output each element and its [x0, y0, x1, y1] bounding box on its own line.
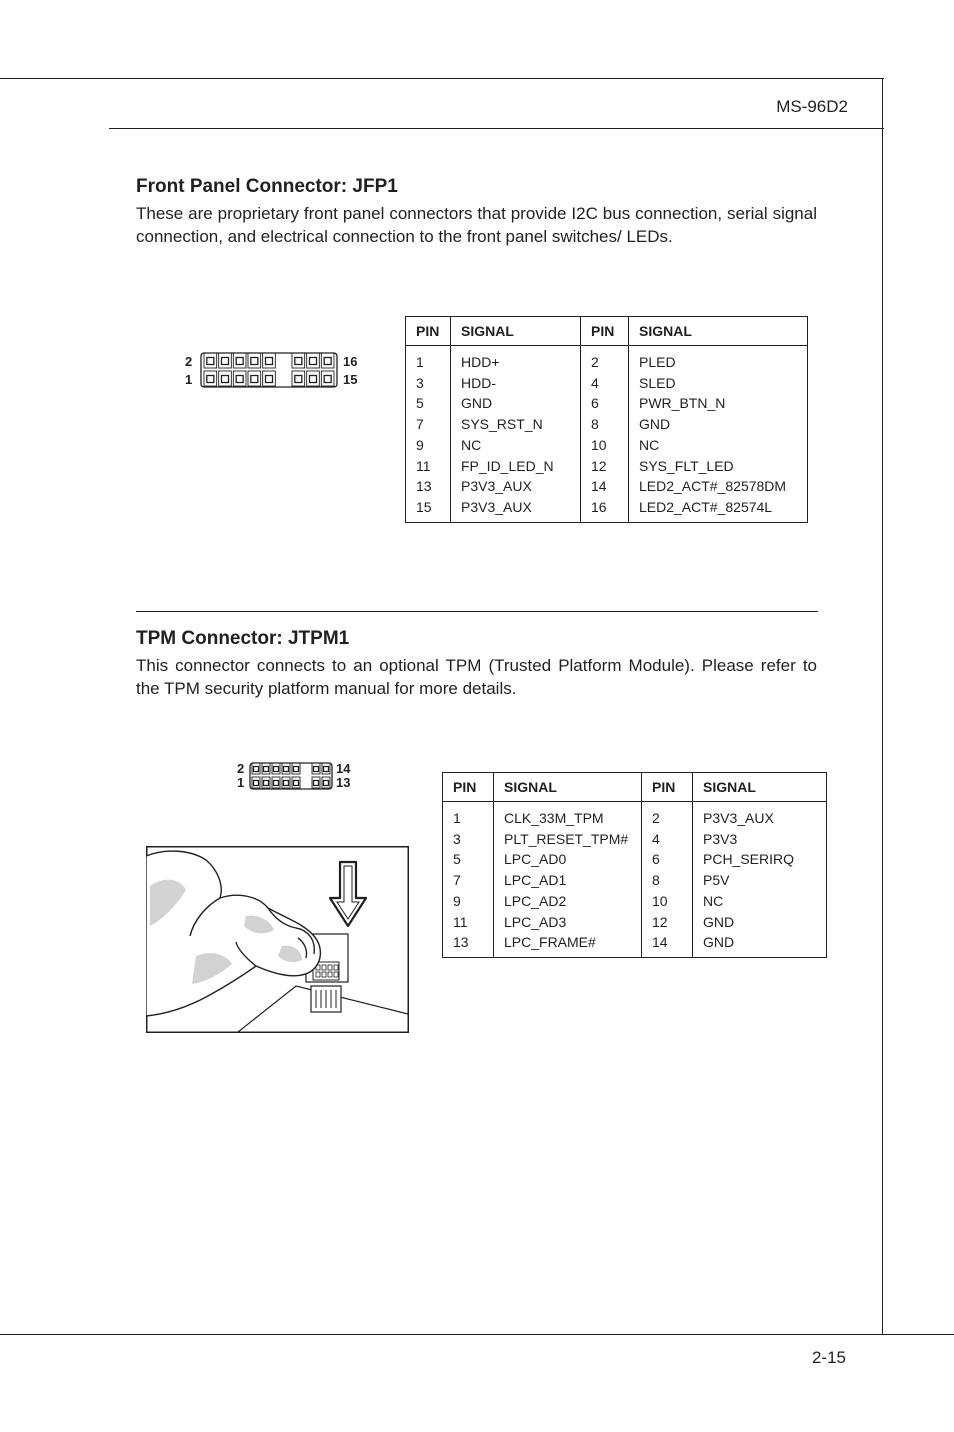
jtpm1-description: This connector connects to an optional TPM (Trusted Platform Module). Please refer to the TPM security platform manual for more details. — [136, 656, 817, 698]
table-cell: 13 — [453, 934, 469, 951]
jtpm1-even-signals-cell — [693, 802, 827, 958]
jfp1-odd-pins-cell — [406, 346, 451, 523]
table-cell: 3 — [416, 374, 424, 391]
jfp1-odd-signals-cell — [451, 346, 581, 523]
section-divider — [136, 611, 818, 612]
top-rule — [0, 78, 884, 79]
jfp1-pin-label-top-right: 16 — [343, 354, 358, 369]
jtpm1-odd-signals-cell — [494, 802, 642, 958]
table-cell: LED2_ACT#_82578DM — [639, 478, 787, 495]
table-cell: PLT_RESET_TPM# — [504, 830, 629, 847]
table-cell: LED2_ACT#_82574L — [639, 498, 773, 515]
table-cell: 8 — [591, 416, 599, 433]
jfp1-even-pins-cell — [581, 346, 629, 523]
model-label: MS-96D2 — [776, 97, 848, 116]
table-cell: 2 — [591, 354, 599, 370]
jtpm1-title: TPM Connector: JTPM1 — [136, 628, 350, 649]
table-cell: 13 — [416, 478, 432, 495]
table-cell: 8 — [652, 872, 660, 889]
table-cell: 11 — [453, 913, 468, 930]
jtpm1-pin-label-top-left: 2 — [237, 761, 245, 776]
table-cell: 2 — [652, 810, 660, 826]
table-cell: SYS_RST_N — [461, 416, 543, 433]
table-cell: 5 — [416, 395, 424, 412]
right-margin-rule — [882, 78, 883, 1334]
table-cell: SYS_FLT_LED — [639, 457, 734, 474]
table-cell: NC — [461, 436, 482, 453]
tpm-installation-illustration — [146, 846, 409, 1033]
jfp1-header-signal-odd: SIGNAL — [451, 317, 581, 346]
table-cell: 15 — [416, 498, 432, 515]
table-cell: 3 — [453, 830, 461, 847]
table-cell: 11 — [416, 457, 431, 474]
table-cell: 1 — [453, 810, 461, 826]
table-cell: HDD- — [461, 374, 496, 391]
table-cell: CLK_33M_TPM — [504, 810, 604, 826]
jfp1-title: Front Panel Connector: JFP1 — [136, 176, 398, 197]
table-cell: FP_ID_LED_N — [461, 457, 554, 474]
jtpm1-pin-table — [442, 772, 827, 958]
header-rule — [109, 128, 884, 129]
table-cell: GND — [461, 395, 493, 412]
jtpm1-pin-label-bottom-right: 13 — [336, 775, 351, 790]
jtpm1-pin-label-bottom-left: 1 — [237, 775, 245, 790]
table-cell: P3V3 — [703, 830, 738, 847]
jfp1-even-signals-cell — [629, 346, 808, 523]
table-cell: GND — [703, 934, 735, 951]
table-cell: 14 — [591, 478, 607, 495]
table-cell: 14 — [652, 934, 668, 951]
table-cell: 4 — [652, 830, 660, 847]
jtpm1-pin-header-diagram — [249, 762, 333, 790]
jtpm1-even-pins-cell — [642, 802, 693, 958]
table-cell: 9 — [453, 892, 461, 909]
bottom-rule — [0, 1334, 954, 1335]
table-cell: NC — [703, 892, 724, 909]
jtpm1-header-pin-even: PIN — [642, 773, 693, 802]
table-cell: P5V — [703, 872, 730, 889]
table-cell: LPC_AD2 — [504, 892, 567, 909]
table-cell: LPC_FRAME# — [504, 934, 596, 951]
table-cell: PCH_SERIRQ — [703, 851, 795, 868]
table-cell: 10 — [591, 436, 607, 453]
table-cell: PLED — [639, 354, 676, 370]
table-cell: GND — [703, 913, 735, 930]
table-cell: 1 — [416, 354, 424, 370]
page-number: 2-15 — [811, 1348, 846, 1367]
jfp1-header-signal-even: SIGNAL — [629, 317, 808, 346]
jtpm1-header-pin-odd: PIN — [443, 773, 494, 802]
table-cell: 7 — [453, 872, 461, 889]
table-cell: 12 — [652, 913, 668, 930]
jfp1-pin-label-bottom-right: 15 — [343, 372, 358, 387]
jtpm1-pin-label-top-right: 14 — [336, 761, 351, 776]
table-cell: 7 — [416, 416, 424, 433]
jfp1-header-pin-odd: PIN — [406, 317, 451, 346]
table-cell: SLED — [639, 374, 676, 391]
table-cell: PWR_BTN_N — [639, 395, 726, 412]
jfp1-pin-label-top-left: 2 — [185, 354, 193, 369]
table-cell: LPC_AD3 — [504, 913, 567, 930]
table-cell: 5 — [453, 851, 461, 868]
table-cell: 6 — [652, 851, 660, 868]
jfp1-pin-header-diagram — [200, 352, 338, 388]
table-cell: 12 — [591, 457, 607, 474]
table-cell: LPC_AD0 — [504, 851, 567, 868]
table-cell: P3V3_AUX — [703, 810, 774, 826]
jtpm1-odd-pins-cell — [443, 802, 494, 958]
table-cell: 9 — [416, 436, 424, 453]
table-cell: P3V3_AUX — [461, 478, 532, 495]
table-cell: GND — [639, 416, 671, 433]
jtpm1-header-signal-odd: SIGNAL — [494, 773, 642, 802]
jfp1-pin-table — [405, 316, 808, 523]
jfp1-pin-label-bottom-left: 1 — [185, 372, 193, 387]
table-cell: 16 — [591, 498, 607, 515]
jtpm1-header-signal-even: SIGNAL — [693, 773, 827, 802]
table-cell: 4 — [591, 374, 599, 391]
jfp1-description: These are proprietary front panel connectors that provide I2C bus connection, serial signal connection, and electrical connection to the front panel switches/ LEDs. — [136, 204, 817, 246]
table-cell: 10 — [652, 892, 668, 909]
table-cell: P3V3_AUX — [461, 498, 532, 515]
table-cell: HDD+ — [461, 354, 500, 370]
table-cell: LPC_AD1 — [504, 872, 567, 889]
jfp1-header-pin-even: PIN — [581, 317, 629, 346]
table-cell: 6 — [591, 395, 599, 412]
table-cell: NC — [639, 436, 660, 453]
